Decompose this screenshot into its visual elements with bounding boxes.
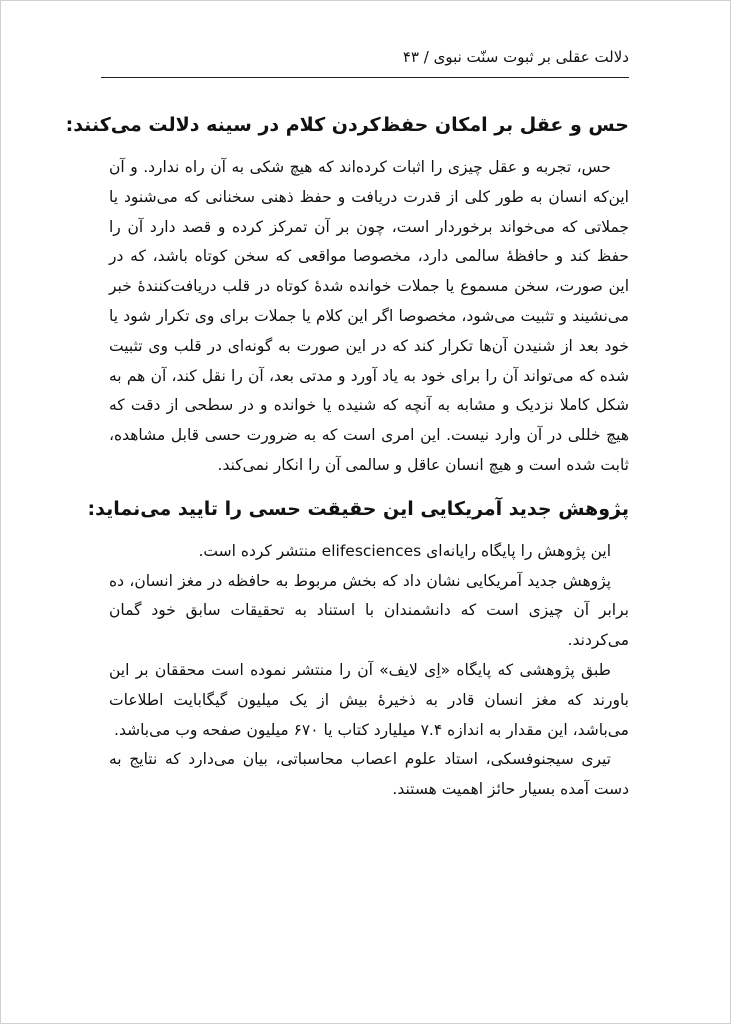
body-paragraph: تیری سیجنوفسکی، استاد علوم اعصاب محاسباتی، بیان می‌دارد که نتایج به دست آمده بسیار حائز اهمیت هستند. bbox=[109, 750, 629, 799]
page-body bbox=[65, 101, 629, 805]
section-heading: حس و عقل بر امکان حفظ‌کردن کلام در سینه دلالت می‌کنند: bbox=[65, 114, 629, 136]
running-header: دلالت عقلی بر ثبوت سنّت نبوی / ۴۳ bbox=[402, 48, 629, 66]
header-divider bbox=[101, 77, 629, 78]
section-heading: پژوهش جدید آمریکایی این حقیقت حسی را تایید می‌نماید: bbox=[87, 497, 629, 520]
body-paragraph: پژوهش جدید آمریکایی نشان داد که بخش مربوط به حافظه در مغز انسان، ده برابر آن چیزی است که دانشمندان با استناد به تحقیقات سابق خود گمان می‌کردند. bbox=[109, 571, 629, 650]
body-paragraph: طبق پژوهشی که پایگاه «اِی لایف» آن را منتشر نموده است محققان بر این باورند که مغز انسان قادر به ذخیرهٔ بیش از یک میلیون گیگابایت اطلاعات می‌باشد، این مقدار به اندازه ۷.۴ میلیارد کتاب یا ۶۷۰ میلیون صفحه وب می‌باشد. bbox=[109, 660, 629, 739]
body-paragraph: این پژوهش را پایگاه رایانه‌ای elifesciences منتشر کرده است. bbox=[198, 541, 611, 560]
body-paragraph: حس، تجربه و عقل چیزی را اثبات کرده‌اند که هیچ شکی به آن راه ندارد. و آن این‌که انسان به طور کلی از قدرت دریافت و حفظ ذهنی سخنانی که می‌شنود یا جملاتی که می‌خواند برخوردار است، چون بر آن تمرکز کرده و قصد دارد آن را حفظ کند و حافظهٔ سالمی دارد، مخصوصا مواقعی که سخن کوتاه باشد، که در این صورت، سخن مسموع یا جملات خوانده شدهٔ کوتاه در قلب دریافت‌کنندهٔ خبر می‌نشیند و تثبیت می‌شود، مخصوصا اگر این کلام یا جملات برای وی تکرار شود یا خود بعد از شنیدن آن‌ها تکرار کند که در این صورت به گونه‌ای در قلب وی تثبیت شده که می‌تواند آن را برای خود به یاد آورد و مدتی بعد، آن را نقل کند، آن هم به شکل کاملا نزدیک و مشابه به آنچه که شنیده یا خوانده و در سطحی از دقت که هیچ خللی در آن وارد نیست. این امری است که به ضرورت حسی قابل مشاهده، ثابت شده است و هیچ انسان عاقل و سالمی آن را انکار نمی‌کند. bbox=[109, 158, 629, 474]
